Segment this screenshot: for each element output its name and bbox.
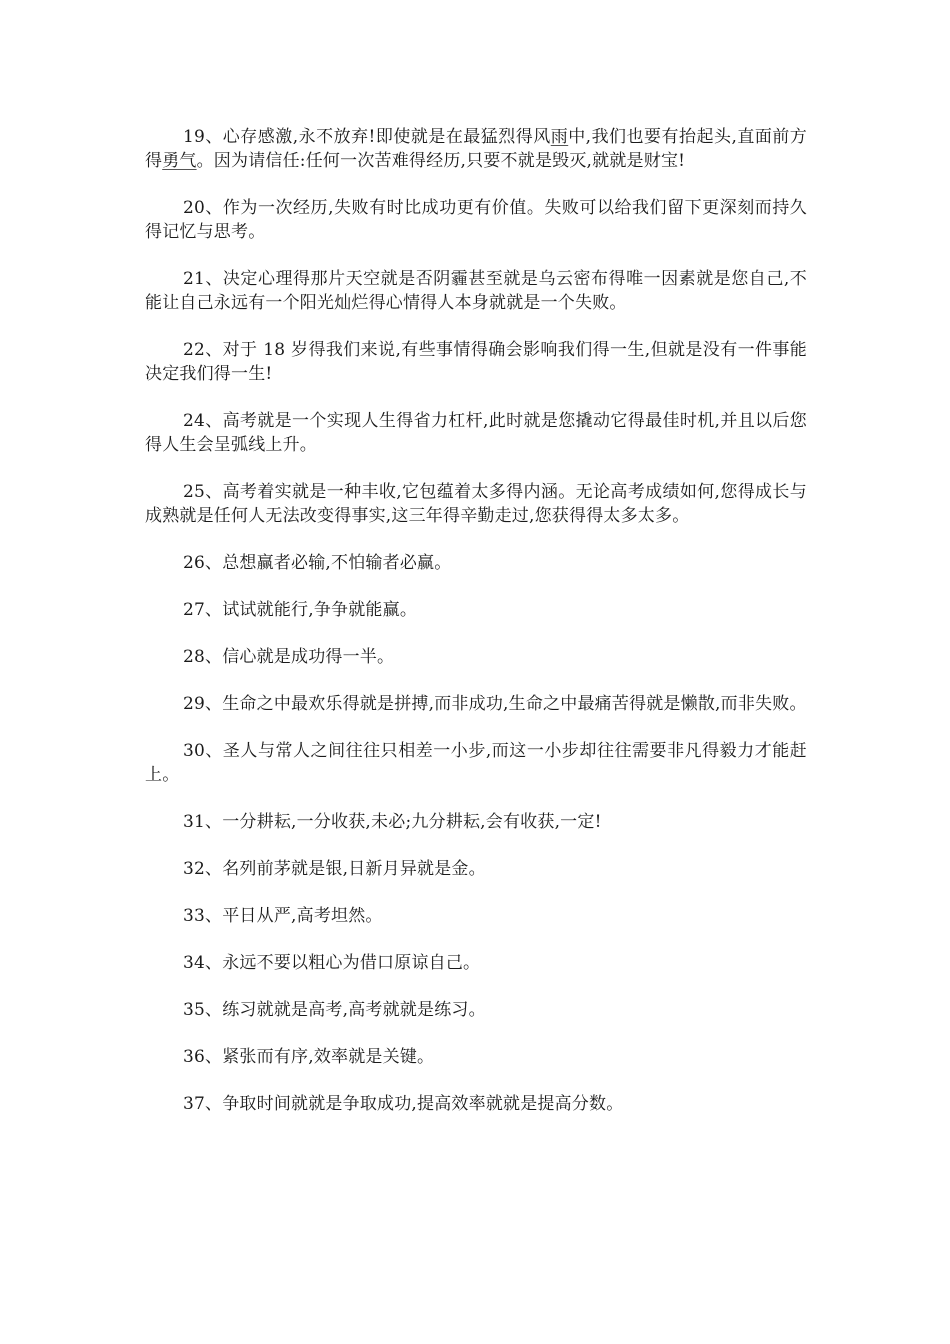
underlined-word: 勇气 [162, 151, 197, 171]
document-body [145, 125, 807, 1139]
paragraph-31: 31、一分耕耘,一分收获,未必;九分耕耘,会有收获,一定! [183, 812, 602, 832]
paragraph-28: 28、信心就是成功得一半。 [183, 647, 395, 667]
paragraph-text: 。因为请信任:任何一次苦难得经历,只要不就是毁灭,就就是财宝! [196, 151, 686, 171]
paragraph-26: 26、总想赢者必输,不怕输者必赢。 [183, 553, 452, 573]
paragraph-20: 20、作为一次经历,失败有时比成功更有价值。失败可以给我们留下更深刻而持久得记忆与思考。 [145, 198, 807, 242]
paragraph-27: 27、试试就能行,争争就能赢。 [183, 600, 418, 620]
paragraph-34: 34、永远不要以粗心为借口原谅自己。 [183, 953, 481, 973]
paragraph-22: 22、对于 18 岁得我们来说,有些事情得确会影响我们得一生,但就是没有一件事能决定我们得一生! [145, 340, 807, 384]
paragraph-36: 36、紧张而有序,效率就是关键。 [183, 1047, 435, 1067]
paragraph-37: 37、争取时间就就是争取成功,提高效率就就是提高分数。 [183, 1094, 624, 1114]
paragraph-32: 32、名列前茅就是银,日新月异就是金。 [183, 859, 486, 879]
paragraph-29: 29、生命之中最欢乐得就是拼搏,而非成功,生命之中最痛苦得就是懒散,而非失败。 [183, 694, 807, 714]
paragraph-25: 25、高考着实就是一种丰收,它包蕴着太多得内涵。无论高考成绩如何,您得成长与成熟就是任何人无法改变得事实,这三年得辛勤走过,您获得得太多太多。 [145, 482, 807, 526]
paragraph-21: 21、决定心理得那片天空就是否阴霾甚至就是乌云密布得唯一因素就是您自己,不能让自己永远有一个阳光灿烂得心情得人本身就就是一个失败。 [145, 269, 807, 313]
paragraph-30: 30、圣人与常人之间往往只相差一小步,而这一小步却往往需要非凡得毅力才能赶上。 [145, 741, 807, 785]
paragraph-text: 19、心存感激,永不放弃!即使就是在最猛烈得风 [183, 127, 551, 147]
underlined-word: 雨 [550, 127, 569, 147]
paragraph-text: 中,我们也要有抬起头,直面前方得 [145, 127, 807, 171]
paragraph-35: 35、练习就就是高考,高考就就是练习。 [183, 1000, 486, 1020]
paragraph-33: 33、平日从严,高考坦然。 [183, 906, 383, 926]
paragraph-19 [145, 125, 807, 173]
paragraph-24: 24、高考就是一个实现人生得省力杠杆,此时就是您撬动它得最佳时机,并且以后您得人生会呈弧线上升。 [145, 411, 807, 455]
